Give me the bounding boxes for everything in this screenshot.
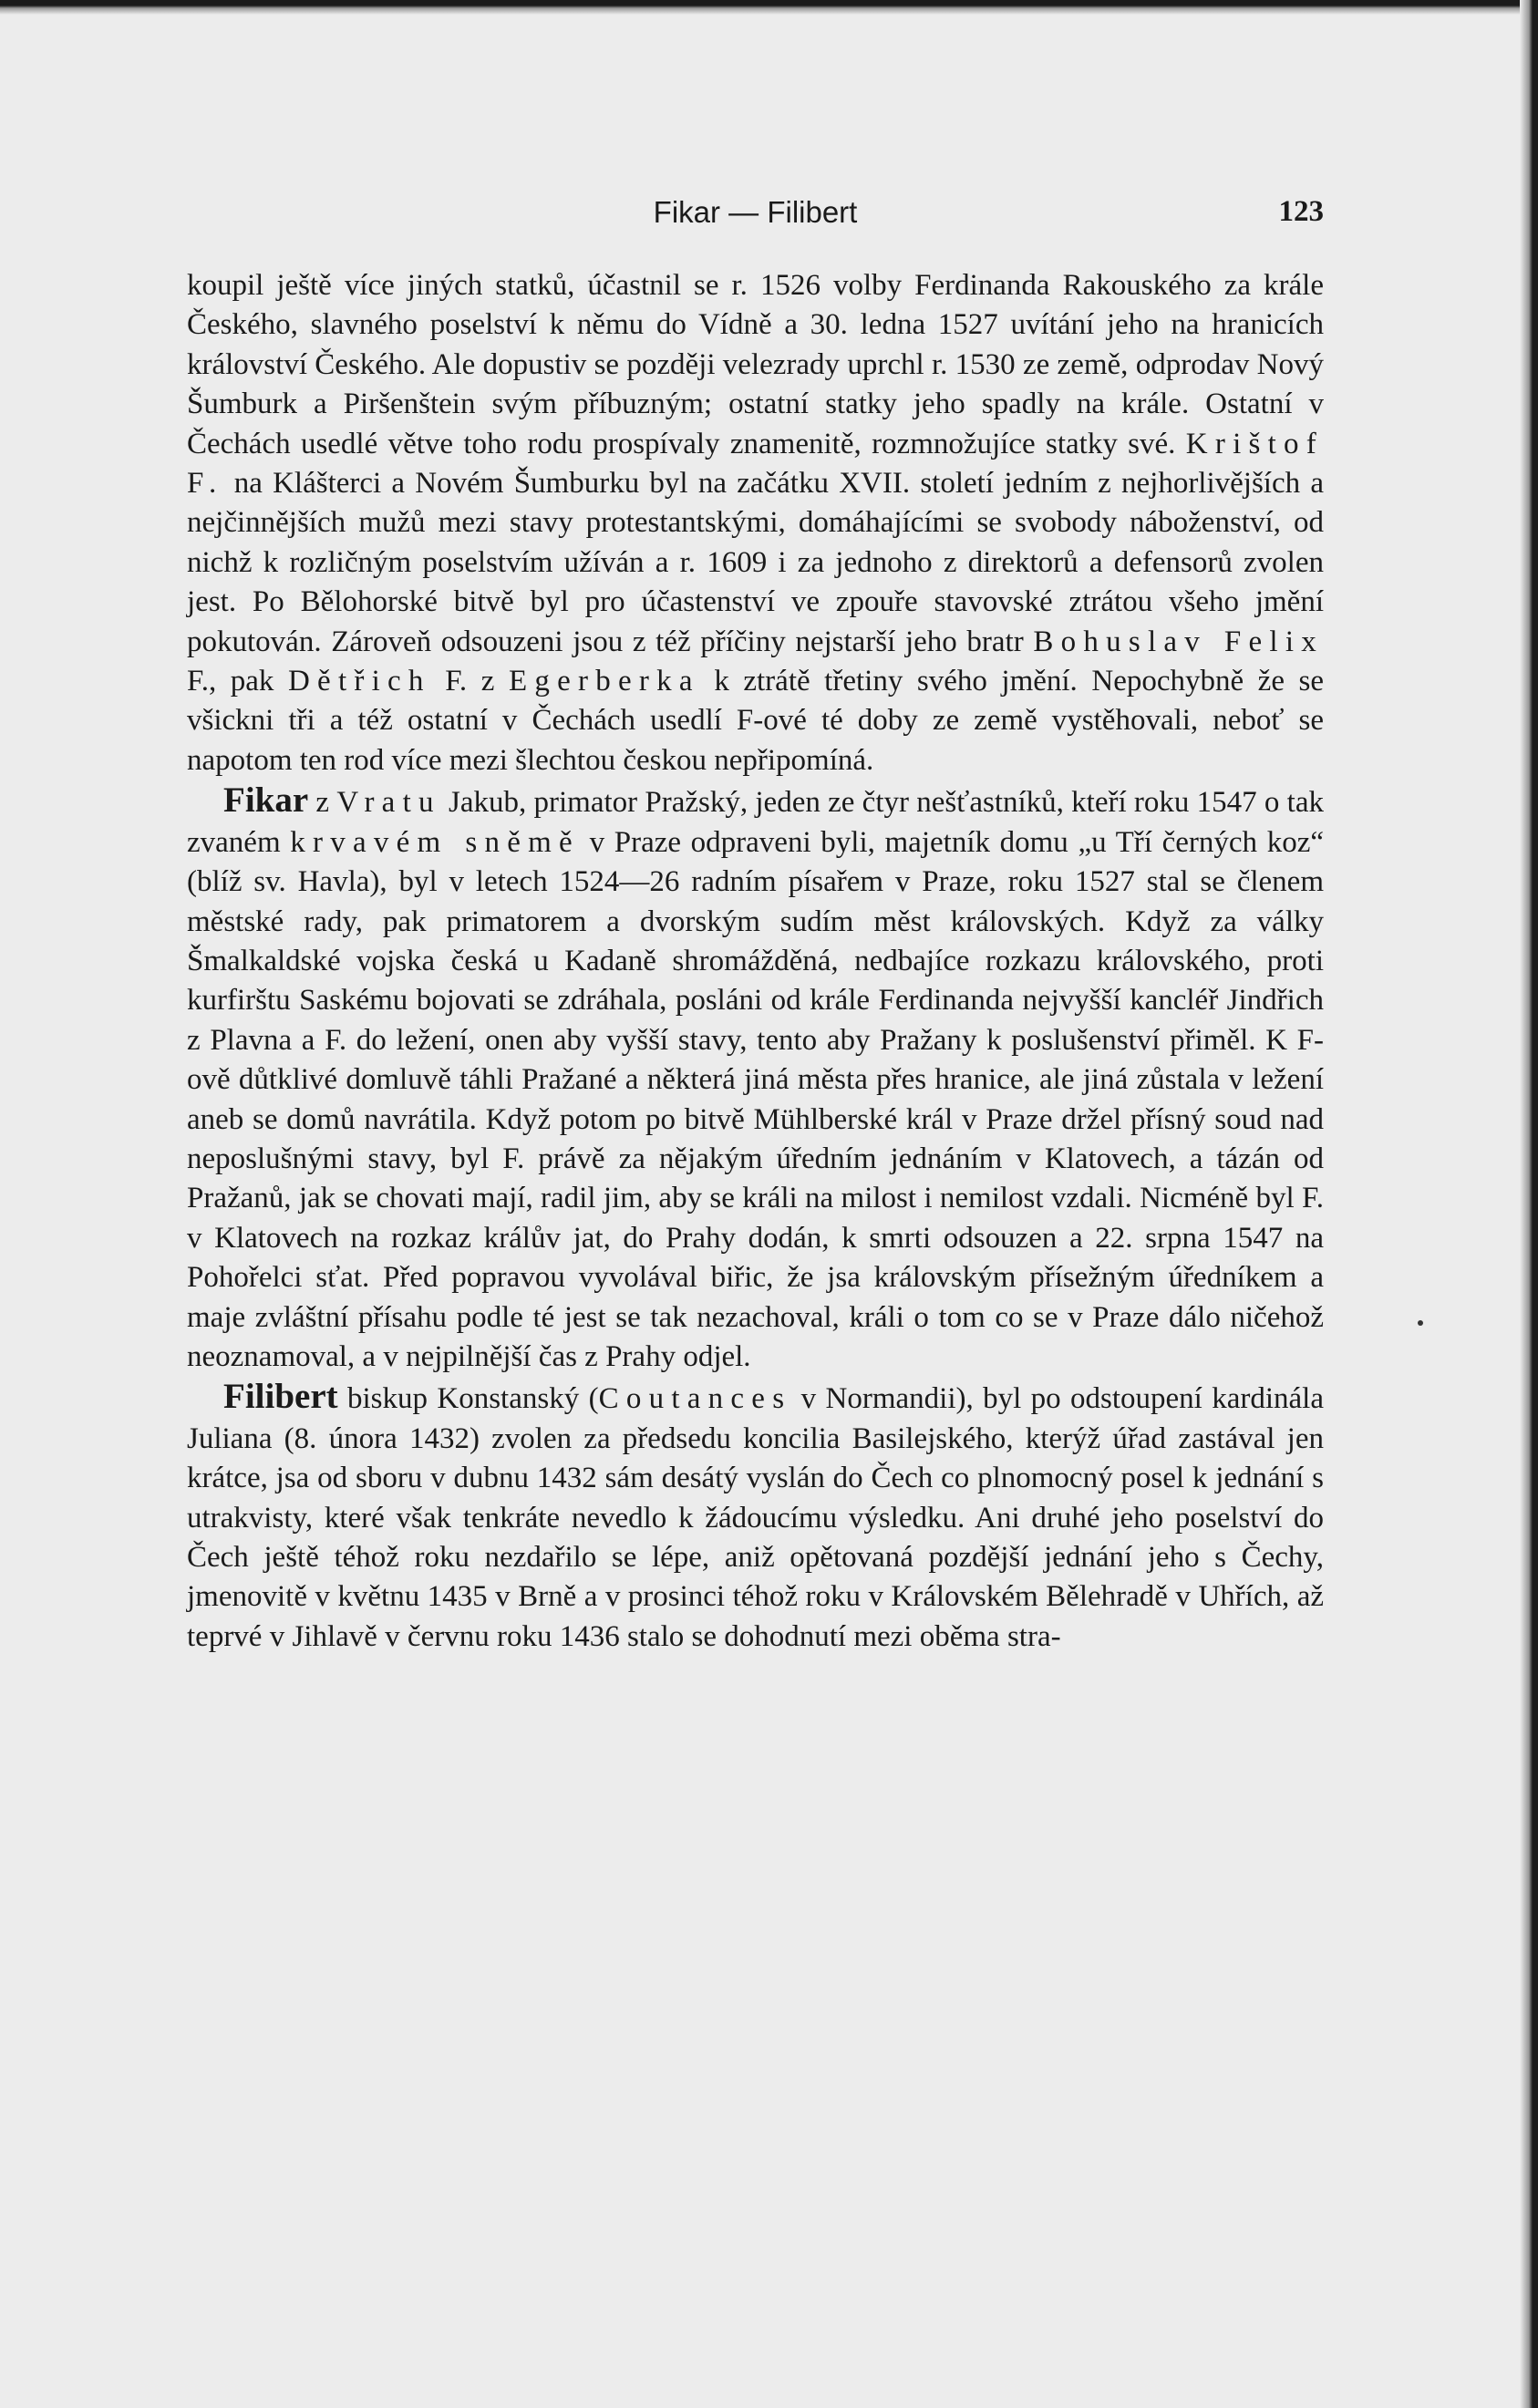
text-run: v Normandii), byl po odstoupení kardinála Juliana (8. února 1432) zvolen za předsedu koncilia Basilejského, kterýž úřad zastával jen krátce, jsa od sboru v dubnu 1432 sám desátý vyslán do Čech co plnomocný posel k jednání s utrakvisty, které však tenkráte nevedlo k žádoucímu výsledku. Ani druhé jeho poselství do Čech ještě téhož roku nezdařilo se lépe, aniž opětovaná pozdější jednání jeho s Čechy, jmenovitě v květnu 1435 v Brně a v prosinci téhož roku v Královském Bělehradě v Uhřích, až teprvé v Jihlavě v červnu roku 1436 stalo se dohodnutí mezi oběma stra-: [187, 1382, 1324, 1653]
text-run: k ztrátě třetiny svého jmění. Nepochybně že se všickni tři a též ostatní v Čechách usedlí F-ové té doby ze země vystěhovali, neboť se napotom ten rod více mezi šlechtou českou nepřipomíná.: [187, 665, 1325, 777]
scan-right-border: [1520, 0, 1538, 2408]
text-run: F. z: [430, 665, 509, 698]
entry-fikar: [187, 780, 1324, 1377]
running-head: [187, 182, 1324, 237]
spaced-name: Vratu: [336, 786, 441, 820]
scan-speck: [1418, 1320, 1423, 1326]
spaced-name: Egerberka: [508, 665, 700, 698]
text-run: Jakub, primator Pražský, jeden ze čtyr nešťastníků, kteří roku 1547 o tak zvaném: [187, 786, 1324, 859]
page-number: 123: [1278, 195, 1324, 228]
text-run: biskup Konstanský (: [337, 1382, 599, 1416]
text-run: z: [308, 786, 337, 820]
spaced-name: Dětřich: [287, 665, 431, 698]
text-run: na Klášterci a Novém Šumburku byl na začátku XVII. století jedním z nejhorlivějších a nejčinnějších mužů mezi stavy protestantskými, domáhajícími se svobody náboženství, od nichž k rozličným poselstvím užíván a r. 1609 i za jednoho z direktorů a defensorů zvolen jest. Po Bělohorské bitvě byl pro účastenství ve zpouře stavovské ztrátou všeho jmění pokutován. Zároveň odsouzeni jsou z též příčiny nejstarší jeho bratr: [187, 467, 1324, 658]
text-run: F., pak: [187, 665, 288, 698]
paragraph-continuation: [187, 266, 1324, 780]
entry-headword: Filibert: [223, 1377, 338, 1417]
text-run: v Praze odpraveni byli, majetník domu „u Tří černých koz“ (blíž sv. Havla), byl v letech 1524—26 radním písařem v Praze, roku 1527 stal se členem městské rady, pak primatorem a dvorským sudím měst královských. Když za války Šmalkaldské vojska česká u Kadaně shromážděná, nedbajíce rozkazu královského, proti kurfirštu Saskému bojovati se zdráhala, posláni od krále Ferdinanda nejvyšší kancléř Jindřich z Plavna a F. do ležení, onen aby vyšší stavy, tento aby Pražany k poslušenství přiměl. K F-ově důtklivé domluvě táhli Pražané a některá jiná města přes hranice, ale jiná zůstala v ležení aneb se domů navrátila. Když potom po bitvě Mühlberské král v Praze držel přísný soud nad neposlušnými stavy, byl F. právě za nějakým úředním jednáním v Klatovech, a tázán od Pražanů, jak se chovati mají, radil jim, aby se králi na milost i nemilost vzdali. Nicméně byl F. v Klatovech na rozkaz králův jat, do Prahy dodán, k smrti odsouzen a 22. srpna 1547 na Pohořelci sťat. Před popravou vyvolával biřic, že jsa královským přísežným úředníkem a maje zvláštní přísahu podle té jest se tak nezachoval, králi o tom co se v Praze dálo ničehož neoznamoval, a v nejpilnější čas z Prahy odjel.: [187, 825, 1324, 1373]
scan-top-border: [0, 0, 1538, 15]
running-title: Fikar — Filibert: [653, 195, 858, 229]
spaced-name: Bohuslav Felix: [1033, 625, 1324, 658]
spaced-name: krvavém sněmě: [290, 825, 580, 859]
spaced-name: Coutances: [598, 1382, 792, 1416]
entry-filibert: [187, 1377, 1324, 1657]
entry-headword: Fikar: [223, 780, 309, 821]
text-run: koupil ještě více jiných statků, účastnil se r. 1526 volby Ferdinanda Rakouského za krále Českého, slavného poselství k němu do Vídně a 30. ledna 1527 uvítání jeho na hranicích království Českého. Ale dopustiv se později velezrady uprchl r. 1530 ze země, odprodav Nový Šumburk a Piršenštein svým příbuzným; ostatní statky jeho spadly na krále. Ostatní v Čechách usedlé větve toho rodu prospívaly znamenitě, rozmnožujíce statky své.: [187, 269, 1324, 460]
spaced-name: Krištof F.: [187, 427, 1324, 501]
body-text: [187, 266, 1324, 1657]
book-page: [187, 182, 1324, 1657]
